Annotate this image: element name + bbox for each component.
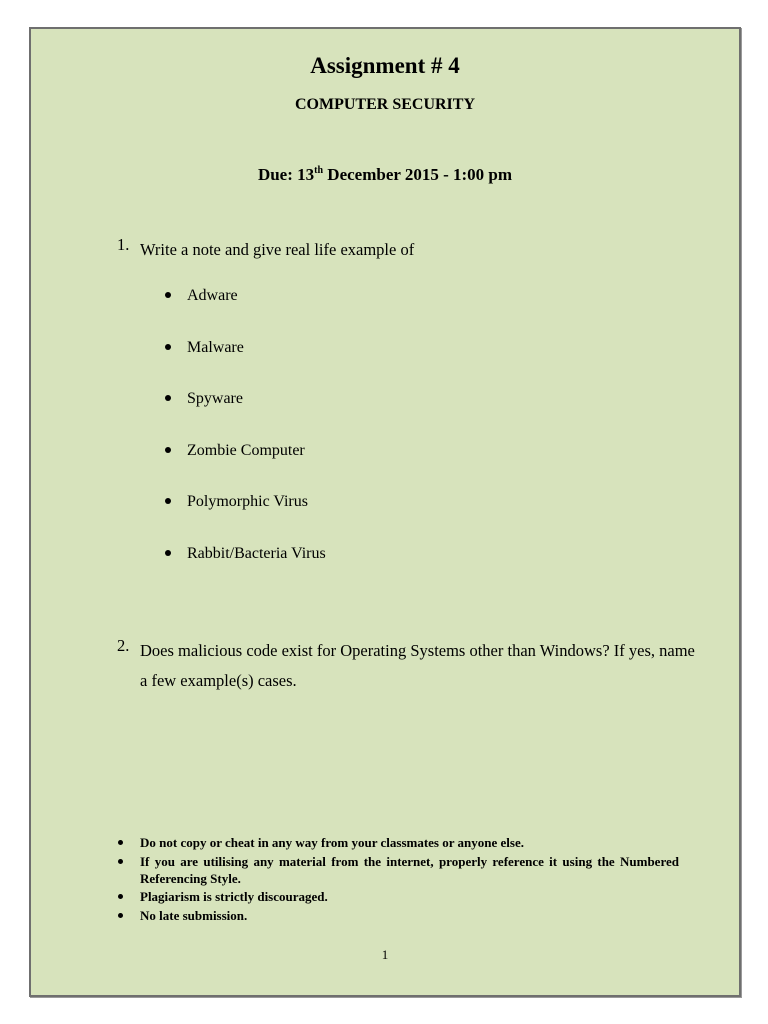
question-number: 2. bbox=[117, 636, 130, 655]
document-title: Assignment # 4 bbox=[310, 53, 460, 78]
bullet-icon bbox=[165, 395, 171, 401]
question-number: 1. bbox=[117, 235, 130, 254]
document-subtitle: COMPUTER SECURITY bbox=[294, 96, 475, 113]
instruction-item bbox=[115, 853, 679, 887]
bullet-icon bbox=[118, 840, 123, 845]
list-item bbox=[165, 543, 326, 595]
list-item-label: Adware bbox=[187, 287, 238, 304]
instruction-item bbox=[115, 888, 679, 905]
due-suffix: December 2015 - 1:00 pm bbox=[327, 165, 513, 184]
document-page bbox=[29, 27, 741, 997]
bullet-icon bbox=[165, 344, 171, 350]
list-item bbox=[165, 285, 326, 337]
instructions-list bbox=[115, 834, 679, 925]
list-item bbox=[165, 440, 326, 492]
list-item-label: Malware bbox=[187, 338, 244, 356]
bullet-icon bbox=[165, 550, 171, 556]
instruction-text: Do not copy or cheat in any way from your classmates or anyone else. bbox=[140, 835, 524, 850]
list-item bbox=[165, 388, 326, 440]
list-item-label: Polymorphic Virus bbox=[187, 493, 308, 510]
question-1-list bbox=[165, 285, 326, 594]
page-number: 1 bbox=[381, 947, 389, 962]
list-item-label: Spyware bbox=[187, 390, 243, 407]
bullet-icon bbox=[118, 913, 123, 918]
bullet-icon bbox=[165, 292, 171, 298]
question-text: Write a note and give real life example of bbox=[140, 240, 415, 259]
list-item-label: Rabbit/Bacteria Virus bbox=[187, 544, 326, 562]
due-prefix: Due: 13 bbox=[257, 165, 315, 184]
due-date bbox=[31, 165, 739, 185]
list-item-label: Zombie Computer bbox=[187, 441, 305, 459]
instruction-item bbox=[115, 834, 679, 851]
list-item bbox=[165, 491, 326, 543]
bullet-icon bbox=[165, 447, 171, 453]
question-text: Does malicious code exist for Operating Systems other than Windows? If yes, name a few example(s) cases. bbox=[140, 641, 695, 690]
instruction-text: If you are utilising any material from the internet, properly reference it using the Numbered Referencing Style. bbox=[140, 853, 679, 886]
bullet-icon bbox=[118, 859, 123, 864]
list-item bbox=[165, 337, 326, 389]
bullet-icon bbox=[165, 498, 171, 504]
bullet-icon bbox=[118, 894, 123, 899]
instruction-text: No late submission. bbox=[140, 907, 248, 923]
instruction-text: Plagiarism is strictly discouraged. bbox=[140, 889, 328, 904]
due-superscript: th bbox=[314, 165, 324, 176]
instruction-item bbox=[115, 907, 679, 924]
